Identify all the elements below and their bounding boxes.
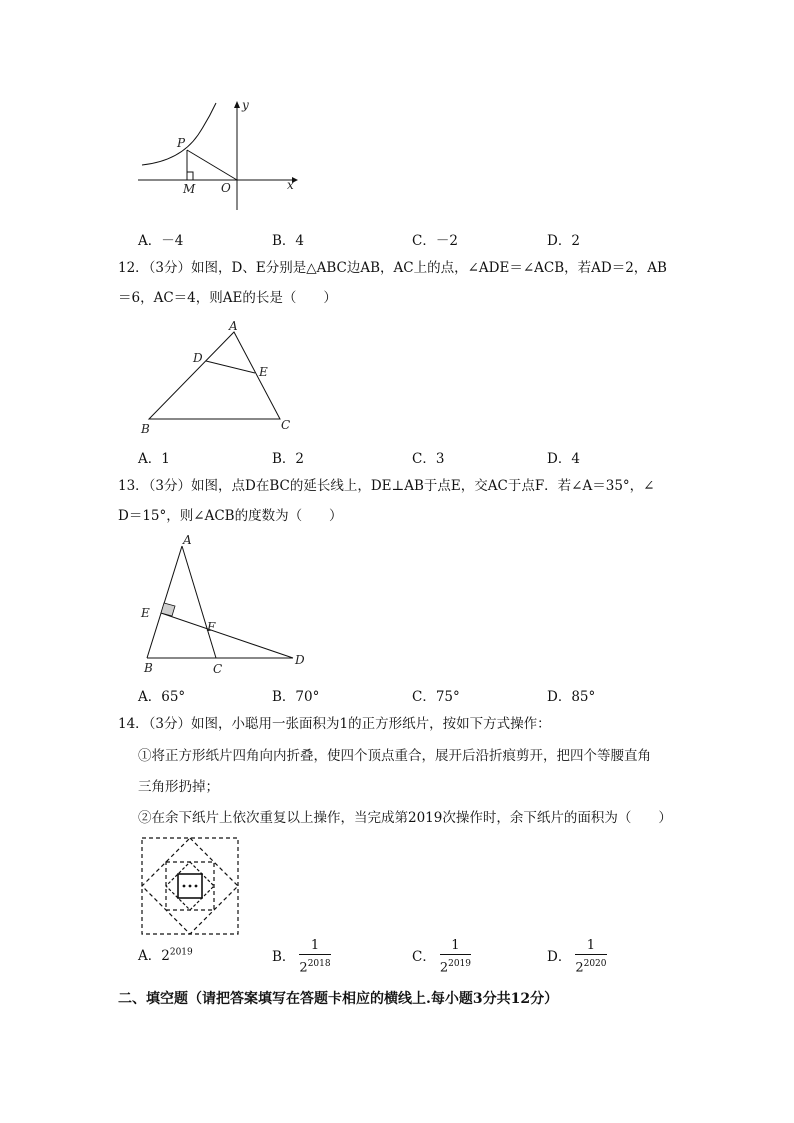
q12-option-c[interactable]: C．3 [412,451,445,467]
q14-option-b-base: 2 [299,960,308,976]
q14-option-a[interactable] [138,944,193,964]
segment-ED [161,613,293,658]
q11-option-c[interactable]: C．－2 [412,233,458,249]
q14-figure [138,834,242,938]
segment-AC [182,546,216,658]
label-M: M [183,182,196,196]
hyperbola-curve [142,103,216,165]
label-C: C [213,662,223,676]
q14-option-c-base: 2 [439,960,449,976]
q11-option-d[interactable]: D．2 [547,233,580,249]
q14-option-b-prefix: B． [272,949,296,966]
label-E: E [141,606,150,620]
q14-text-line3: 三角形扔掉； [138,779,219,795]
q13-option-c[interactable]: C．75° [412,689,460,705]
q11-option-a[interactable]: A．－4 [138,233,184,249]
q12-text-line1: 12．（3分）如图，D、E分别是△ABC边AB，AC上的点，∠ADE＝∠ACB，若AD＝2，AB [118,260,667,276]
dot [195,885,198,888]
q14-option-c[interactable] [412,938,471,977]
q14-option-c-prefix: C． [412,949,436,966]
q13-option-d[interactable]: D．85° [547,689,596,705]
label-D: D [193,351,203,365]
dot [189,885,192,888]
q14-option-c-exp: 2019 [448,959,472,969]
q11-figure [130,95,310,215]
label-B: B [141,422,150,436]
label-D: D [295,653,305,667]
q14-option-b[interactable] [272,938,331,977]
q11-option-b[interactable]: B．4 [272,233,305,249]
label-O: O [221,181,231,195]
q14-text-line2: ①将正方形纸片四角向内折叠，使四个顶点重合，展开后沿折痕剪开，把四个等腰直角 [138,748,651,764]
q14-text-line1: 14．（3分）如图，小聪用一张面积为1的正方形纸片，按如下方式操作： [118,716,551,732]
dot [183,885,186,888]
segment-DE [206,361,255,373]
q14-option-a-exp: 2019 [169,947,193,958]
label-A: A [183,533,192,547]
q12-option-b[interactable]: B．2 [272,451,305,467]
q12-figure [135,318,305,438]
label-x: x [287,178,294,192]
segment-PO [187,150,237,180]
section2-heading: 二、填空题（请把答案填写在答题卡相应的横线上.每小题3分共12分） [118,991,559,1007]
q12-text-line2: ＝6，AC＝4，则AE的长是（ ） [118,290,337,306]
label-A: A [229,319,238,333]
label-F: F [207,620,216,634]
q13-option-b[interactable]: B．70° [272,689,320,705]
right-angle-mark [187,172,193,180]
q14-option-d-prefix: D． [547,949,572,966]
q14-option-d-numerator: 1 [575,938,606,955]
label-E: E [259,365,268,379]
q14-option-d-exp: 2020 [583,959,607,969]
q14-option-b-fraction [299,938,330,977]
q14-option-d[interactable] [547,938,607,977]
q13-text-line1: 13．（3分）如图，点D在BC的延长线上，DE⊥AB于点E，交AC于点F．若∠A＝35°，∠ [118,478,655,494]
label-C: C [281,418,291,432]
y-axis-arrow [234,101,240,108]
q14-option-c-fraction [440,938,471,977]
q14-option-b-exp: 2018 [307,959,331,969]
q14-option-a-prefix: A．2 [138,948,170,964]
q12-option-d[interactable]: D．4 [547,451,580,467]
q13-figure [135,532,315,677]
q14-option-d-base: 2 [575,960,584,976]
label-y: y [242,98,249,112]
q12-option-a[interactable]: A．1 [138,451,170,467]
q14-option-d-fraction [575,938,606,977]
q13-option-a[interactable]: A．65° [138,689,186,705]
label-B: B [144,661,153,675]
q14-option-b-numerator: 1 [299,938,330,955]
q14-text-line4: ②在余下纸片上依次重复以上操作，当完成第2019次操作时，余下纸片的面积为（ ） [138,810,672,826]
segment-AB [147,546,182,658]
q13-text-line2: D＝15°，则∠ACB的度数为（ ） [118,508,343,524]
q14-option-c-numerator: 1 [440,938,471,955]
label-P: P [177,136,186,150]
